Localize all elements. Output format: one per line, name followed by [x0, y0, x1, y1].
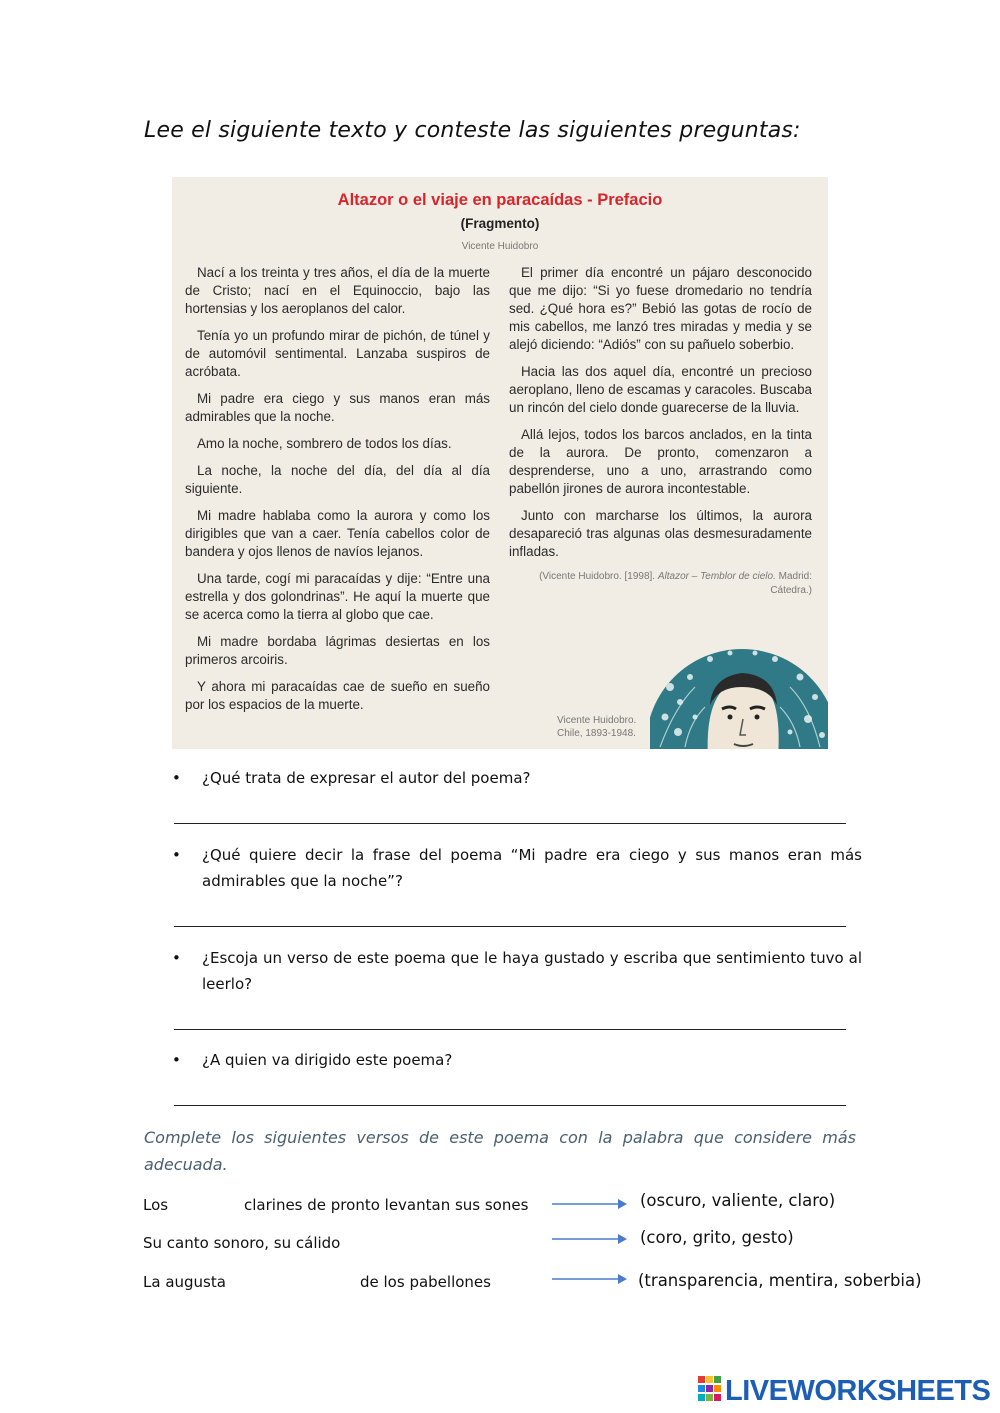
poem-paragraph: Y ahora mi paracaídas cae de sueño en sueño por los espacios de la muerte.: [185, 679, 490, 712]
poem-text-box: [172, 177, 828, 749]
question-text: ¿Qué trata de expresar el autor del poema?: [202, 769, 531, 787]
answer-line-2[interactable]: [174, 926, 846, 927]
verse-3-part1: La augusta: [143, 1273, 226, 1291]
poem-right-column: [509, 264, 812, 598]
poem-paragraph: Nací a los treinta y tres años, el día de la muerte de Cristo; nací en el Equinoccio, bajo las hortensias y los aeroplanos del calor.: [185, 265, 490, 316]
arrow-right-icon: [552, 1197, 628, 1211]
answer-line-4[interactable]: [174, 1105, 846, 1106]
poem-left-column: [185, 264, 490, 723]
poem-paragraph: El primer día encontré un pájaro desconocido que me dijo: “Si yo fuese dromedario no tendría sed. ¿Qué hora es?” Bebió las gotas de rocío de mis cabellos, me lanzó tres miradas y media y se alejó diciendo: “Adiós” con su pañuelo soberbio.: [509, 265, 812, 352]
bullet: •: [172, 846, 181, 864]
question-text: ¿A quien va dirigido este poema?: [202, 1051, 453, 1069]
citation-prefix: (Vicente Huidobro. [1998].: [539, 571, 658, 582]
answer-line-3[interactable]: [174, 1029, 846, 1030]
poem-paragraph: Tenía yo un profundo mirar de pichón, de túnel y de automóvil sentimental. Lanzaba suspiros de acróbata.: [185, 328, 490, 379]
poem-title: Altazor o el viaje en paracaídas - Prefacio: [337, 191, 663, 209]
verse-2-part1: Su canto sonoro, su cálido: [143, 1234, 341, 1252]
poem-paragraph: La noche, la noche del día, del día al día siguiente.: [185, 463, 490, 496]
poem-citation: [509, 570, 812, 598]
verse-1-options: (oscuro, valiente, claro): [640, 1191, 836, 1210]
portrait-caption: [557, 714, 636, 740]
logo-text: LIVEWORKSHEETS: [725, 1375, 991, 1407]
poem-paragraph: Hacia las dos aquel día, encontré un precioso aeroplano, lleno de escamas y caracoles. Buscaba un rincón del cielo donde guarecerse de la lluvia.: [509, 364, 812, 415]
answer-line-1[interactable]: [174, 823, 846, 824]
question-text: ¿Escoja un verso de este poema que le haya gustado y escriba que sentimiento tuvo al leerlo?: [202, 949, 862, 993]
verse-1-part2: clarines de pronto levantan sus sones: [244, 1196, 529, 1214]
bullet: •: [172, 949, 181, 967]
author-portrait: [650, 647, 828, 749]
citation-suffix: Madrid: Cátedra.): [770, 571, 812, 596]
verse-1-part1: Los: [143, 1196, 169, 1214]
poem-paragraph: Mi madre hablaba como la aurora y como los dirigibles que van a caer. Tenía cabellos color de bandera y ojos llenos de navíos lejanos.: [185, 508, 490, 559]
liveworksheets-logo: [698, 1374, 994, 1410]
poem-paragraph: Allá lejos, todos los barcos anclados, en la tinta de la aurora. De pronto, comenzaron a desprenderse, uno a uno, arrastrando como pabellón jirones de aurora incontestable.: [509, 427, 812, 496]
caption-name: Vicente Huidobro.: [557, 715, 637, 726]
portrait-illustration: [650, 647, 828, 749]
poem-paragraph: Mi madre bordaba lágrimas desiertas en los primeros arcoiris.: [185, 634, 490, 667]
poem-paragraph: Mi padre era ciego y sus manos eran más admirables que la noche.: [185, 391, 490, 424]
arrow-right-icon: [552, 1232, 628, 1246]
poem-paragraph: Junto con marcharse los últimos, la aurora desapareció tras algunas olas desmesuradamente infladas.: [509, 508, 812, 559]
poem-author: Vicente Huidobro: [461, 241, 539, 252]
question-text: ¿Qué quiere decir la frase del poema “Mi padre era ciego y sus manos eran más admirables que la noche”?: [202, 846, 862, 890]
verse-3-options: (transparencia, mentira, soberbia): [638, 1271, 922, 1290]
citation-book-title: Altazor – Temblor de cielo.: [657, 571, 776, 582]
verse-2-options: (coro, grito, gesto): [640, 1228, 794, 1247]
bullet: •: [172, 769, 181, 787]
poem-paragraph: Amo la noche, sombrero de todos los días.: [197, 436, 452, 451]
poem-paragraph: Una tarde, cogí mi paracaídas y dije: “Entre una estrella y dos golondrinas”. He aquí la muerte que se acerca como la tierra al globo que cae.: [185, 571, 490, 622]
poem-subtitle: (Fragmento): [460, 216, 540, 231]
verse-3-part2: de los pabellones: [360, 1273, 491, 1291]
caption-dates: Chile, 1893-1948.: [557, 728, 636, 739]
bullet: •: [172, 1051, 181, 1069]
instruction-heading: Lee el siguiente texto y conteste las siguientes preguntas:: [144, 118, 801, 143]
logo-mark-icon: [698, 1376, 724, 1410]
complete-instruction: Complete los siguientes versos de este poema con la palabra que considere más adecuada.: [144, 1128, 856, 1174]
arrow-right-icon: [552, 1272, 628, 1286]
